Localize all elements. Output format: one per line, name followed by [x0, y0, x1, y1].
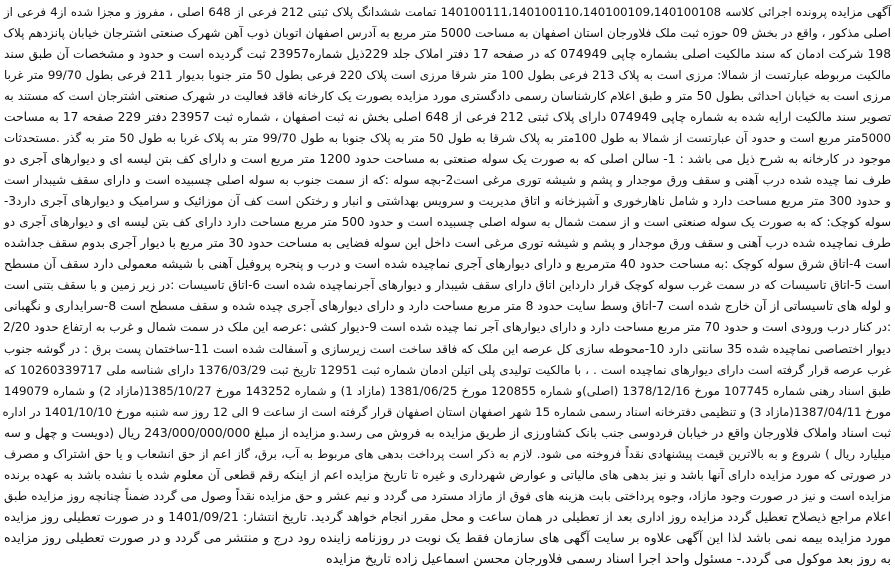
- notice-line: طبق اسناد رهنی شماره 107745 مورخ 1378/12/16 (اصلی)و شماره 120855 مورخ 1381/06/25 (مازاد 1) و شماره 143252 مورخ 1385/10/27(مازاد 2) و شماره 149079: [4, 383, 892, 398]
- notice-line: میلیارد ریال ) شروع و به بالاترین قیمت پیشنهادی نقداً فروخته می شود. لازم به ذکر است پرداخت بدهی های مربوط به آب، برق، گاز اعم از حق انشعاب و یا حق اشتراک و مصرف: [4, 446, 891, 461]
- notice-line: :در کنار درب ورودی است و حدود 70 متر مربع مساحت دارد و دارای دیوارهای آجر نما چیده شده است 9-دیوار کشی :عرصه این ملک در سمت شمال و غرب به ارتفاع حدود 2/20: [3, 320, 891, 335]
- notice-line: سوله کوچک: که به صورت یک سوله صنعتی است و از سمت شمال به سوله اصلی چسبیده است و حدود 500 متر مربع مساحت دارد دارای کف بتن لیسه ای و دیوارهای آجری دو: [4, 215, 892, 230]
- notice-line: طرف نماچیده شده درب آهنی و سقف ورق موجدار و پشم و شیشه توری مرغی است داخل این سوله فضایی به مساحت حدود 30 متر مربع با دیوار آجری بدوم سقف جداشده: [4, 236, 891, 251]
- notice-line: در صورتی که مورد مزایده دارای آنها باشد و نیز بدهی های مالیاتی و عوارض شهرداری و غیره تا تاریخ مزایده اعم از اینکه رقم قطعی آن معلوم شده یا نشده باشد به عهده برنده: [4, 467, 891, 482]
- notice-line: است 4-اتاق شرق سوله کوچک :به مساحت حدود 40 مترمربع و دارای دیوارهای آجری نماچیده شده است و درب و پنجره پروفیل آهنی با شیشه معمولی دارد سقف آن مسطح: [4, 257, 891, 272]
- notice-line: 198 شرکت ادمان که سند مالکیت اصلی بشماره چاپی 074949 که در صفحه 17 دفتر املاک جلد 229ذیل شماره23957 ثبت گردیده است و حدود و مشخصات آن طبق سند: [4, 47, 892, 62]
- notice-line: دیوار اختصاصی نماچیده شده 35 سانتی دارد 10-محوطه سازی کل عرصه این ملک که فاقد ساخت است زیرسازی و آسفالت شده است 11-ساختمان پست برق : در گوشه جنوب: [4, 341, 891, 356]
- notice-line: ثبت اسناد واملاک فلاورجان واقع در خیابان فردوسی جنب بانک کشاورزی از طریق مزایده به فروش می رسد.و مزایده از مبلغ 243/000/000/000 ریال (دویست و چهل و سه: [4, 425, 891, 440]
- notice-line: موجود در کارخانه به شرح ذیل می باشد : 1- سالن اصلی که به صورت یک سوله صنعتی به مساحت حدود 1200 متر مربع است و دارای کف بتن لیسه ای و دیوارهای آجری دو: [4, 152, 891, 167]
- notice-line: مزایده است و نیز در صورت وجود مازاد، وجوه پرداختی بابت هزینه های فوق از مازاد مسترد می گردد و نیم عشر و حق مزایده نقداً وصول می گردد ضمناً چنانچه روز مزایده طبق: [4, 488, 891, 503]
- notice-line: اعلام مراجع ذیصلاح تعطیل گردد مزایده روز اداری بعد از تعطیلی در همان ساعت و محل مقرر انجام خواهد گردید. تاریخ انتشار: 1401/09/21 و در صورت تعطیلی روز مزایده: [4, 509, 892, 524]
- notice-line: مرزی است به خیابان احداثی بطول 50 متر و طبق اعلام کارشناسان رسمی دادگستری مورد مزایده بصورت یک کارخانه فاقد فعالیت در شهرک صنعتی اشترجان است که مستند به: [4, 89, 892, 104]
- auction-notice-text: [2, 2, 892, 567]
- notice-line: و لوله های تاسیساتی از آن خارج شده است 7-اتاق وسط سایت حدود 8 متر مربع مساحت دارد و دارای دیوارهای آجری چیده شده و سقف مسطح است 8-سرایداری و نگهبانی: [4, 299, 891, 314]
- notice-line: 5000متر مربع است و حدود آن عبارتست از شمالا به طول 100متر به پلاک شرقا به طول 50 متر به پلاک جنوبا به طول 99/70 متر به پلاک غربا به طول 50 متر به گذر .مستحدثات: [4, 131, 891, 146]
- notice-line: آگهی مزایده پرونده اجرائی کلاسه 140100111،140100110،140100109،140100108 تمامت ششدانگ پلاک ثبتی 212 فرعی از 648 اصلی ، مفروز و مجزا شده از4 فرعی از: [4, 5, 891, 19]
- notice-line: غرب عرصه قرار گرفته است دارای دیوارهای نماچیده است . ، با مالکیت تولیدی پلی اتیلن ادمان شماره ثبت 12951 تاریخ ثبت 1376/03/29 دارای شناسه ملی 10260339717 که: [4, 362, 891, 377]
- notice-line: طرف نما چیده شده درب آهنی و سقف ورق موجدار و پشم و شیشه توری مرغی است2-بچه سوله :که از سمت جنوب به سوله اصلی چسبیده است و دارای سقف شیبدار است: [4, 173, 892, 188]
- notice-line: و حدود 300 متر مربع مساحت دارد و شامل ناهارخوری و آشپزخانه و اتاق مدیریت و سرویس بهداشتی و انبار و رختکن است کف آن موزائیک و سرامیک و دیوارهای آجری دارد3-: [4, 194, 891, 209]
- notice-line: مالکیت مربوطه عبارتست از شمالا: مرزی است به پلاک 213 فرعی بطول 100 متر شرقا مرزی است پلاک 220 فرعی بطول 50 متر جنوبا بدیوار 211 فرعی بطول 99/70 متر غربا: [4, 68, 891, 83]
- notice-line: مورد مزایده بیمه نمی باشد لذا این آگهی علاوه بر سایت آگهی های سازمان فقط یک نوبت در روزنامه زاینده رود درج و منتشر می گردد و در صورت تعطیلی روز مزایده: [4, 530, 891, 546]
- notice-line: مورخ 1387/04/11(مازاد 3) و تنظیمی دفترخانه اسناد رسمی شماره 15 شهر اصفهان استان اصفهان قرار گرفته است از ساعت 9 الی 12 روز سه شنبه مورخ 1401/10/10 در اداره: [2, 404, 891, 419]
- notice-line-last: به روز بعد موکول می گردد.- مسئول واحد اجرا اسناد رسمی فلاورجان محسن اسماعیل زاده تاریخ مزایده: [325, 551, 891, 567]
- notice-line: اصلی مذکور ، واقع در بخش 09 حوزه ثبت ملک فلاورجان استان اصفهان به مساحت 5000 متر مربع به آدرس اصفهان اتوبان ذوب آهن شهرک صنعتی اشترجان خیابان پانزدهم پلاک: [3, 26, 891, 41]
- notice-line: است 5-اتاق تاسیسات که در سمت غرب سوله کوچک قرار دارداین اتاق دارای سقف شیبدار و دیوارهای آجرنماچیده شده است 6-اتاق تاسیسات :در زیر زمین و با سقف بتنی است: [4, 278, 892, 293]
- notice-line: تصویر سند مالکیت ارایه شده به شماره چاپی 074949 دارای پلاک ثبتی 212 فرعی از 648 اصلی بخش نه ثبت اصفهان ، شماره ثبت 23957 دفتر 229 صفحه 17 به مساحت: [4, 110, 891, 125]
